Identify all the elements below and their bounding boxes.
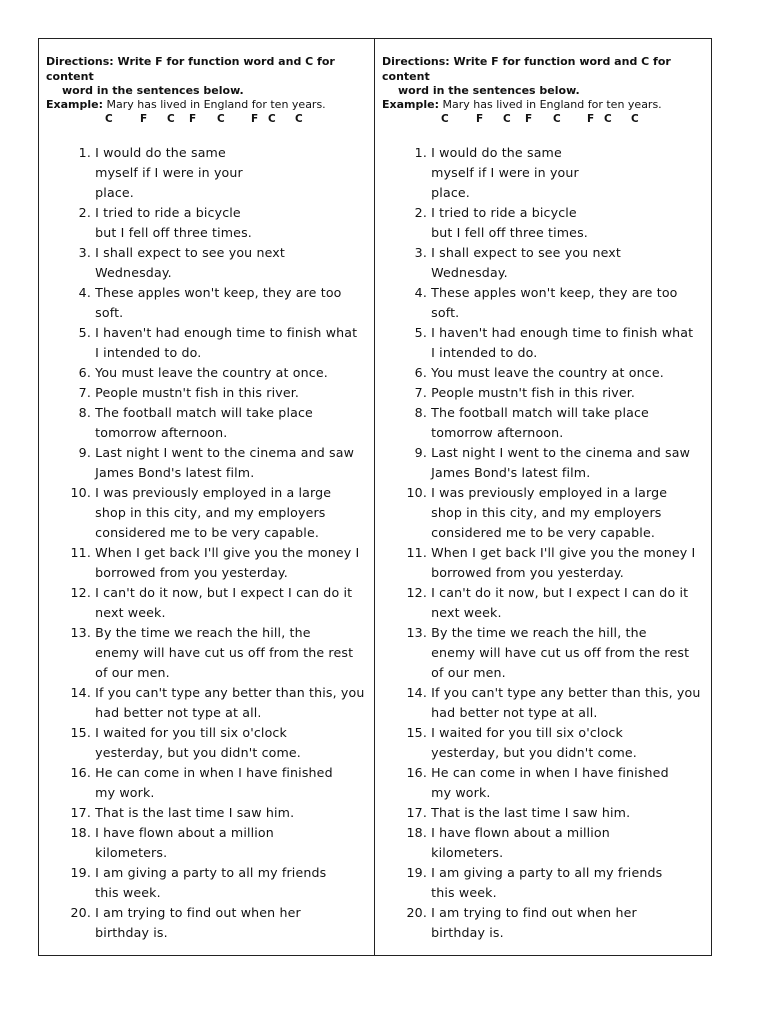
sentence-text: I haven't had enough time to finish what I intended to do. <box>431 325 694 360</box>
sentence-item <box>61 323 375 363</box>
sentence-text: If you can't type any better than this, you had better not type at all. <box>95 685 365 720</box>
sentence-item <box>397 583 711 623</box>
sentence-number: 10. <box>70 485 91 500</box>
sentence-number: 3. <box>78 245 91 260</box>
sentence-text: He can come in when I have finished my work. <box>431 765 669 800</box>
sentence-text: That is the last time I saw him. <box>431 805 631 820</box>
example <box>382 98 662 112</box>
sentence-number: 5. <box>78 325 91 340</box>
sentence-item <box>61 803 375 823</box>
sentence-text: I waited for you till six o'clock yesterday, but you didn't come. <box>95 725 301 760</box>
example-code: C <box>105 113 113 125</box>
sentence-text: I would do the same myself if I were in your place. <box>431 145 579 200</box>
sentence-text: You must leave the country at once. <box>95 365 328 380</box>
directions <box>382 55 707 99</box>
sentence-item <box>397 683 711 723</box>
sentence-number: 4. <box>78 285 91 300</box>
example-sentence: Mary has lived in England for ten years. <box>106 98 326 111</box>
sentence-item <box>61 363 375 383</box>
sentence-number: 15. <box>70 725 91 740</box>
sentence-number: 4. <box>414 285 427 300</box>
sentence-list <box>397 143 711 943</box>
sentence-item <box>61 623 375 683</box>
sentence-number: 9. <box>78 445 91 460</box>
sentence-number: 12. <box>406 585 427 600</box>
sentence-text: The football match will take place tomorrow afternoon. <box>431 405 649 440</box>
sentence-item <box>397 143 711 203</box>
sentence-text: That is the last time I saw him. <box>95 805 295 820</box>
sentence-text: I shall expect to see you next Wednesday. <box>95 245 285 280</box>
sentence-number: 20. <box>406 905 427 920</box>
sentence-number: 13. <box>70 625 91 640</box>
directions-line-2: word in the sentences below. <box>62 84 244 97</box>
sentence-item <box>397 243 711 283</box>
sentence-number: 10. <box>406 485 427 500</box>
sentence-item <box>61 583 375 623</box>
sentence-number: 7. <box>414 385 427 400</box>
sentence-item <box>61 203 375 243</box>
sentence-item <box>397 543 711 583</box>
directions-line-1: Directions: Write F for function word and C for content <box>46 55 335 83</box>
sentence-text: If you can't type any better than this, you had better not type at all. <box>431 685 701 720</box>
sentence-number: 8. <box>414 405 427 420</box>
example-code: C <box>503 113 511 125</box>
sentence-text: I can't do it now, but I expect I can do it next week. <box>95 585 353 620</box>
sentence-number: 15. <box>406 725 427 740</box>
example-codes <box>441 113 661 127</box>
sentence-item <box>61 863 375 903</box>
sentence-text: I shall expect to see you next Wednesday. <box>431 245 621 280</box>
example-sentence: Mary has lived in England for ten years. <box>442 98 662 111</box>
example-code: C <box>295 113 303 125</box>
sentence-number: 20. <box>70 905 91 920</box>
example-code: F <box>251 113 259 125</box>
sentence-item <box>397 903 711 943</box>
sentence-item <box>397 863 711 903</box>
sentence-number: 1. <box>414 145 427 160</box>
sentence-item <box>397 363 711 383</box>
sentence-text: People mustn't fish in this river. <box>95 385 300 400</box>
example-label: Example: <box>46 98 103 111</box>
sentence-text: I have flown about a million kilometers. <box>431 825 610 860</box>
sentence-text: I tried to ride a bicycle but I fell off three times. <box>431 205 588 240</box>
sentence-text: I haven't had enough time to finish what I intended to do. <box>95 325 358 360</box>
sentence-number: 14. <box>70 685 91 700</box>
sentence-item <box>61 283 375 323</box>
sentence-item <box>397 623 711 683</box>
sentence-item <box>61 383 375 403</box>
example-code: C <box>604 113 612 125</box>
sentence-text: These apples won't keep, they are too soft. <box>95 285 342 320</box>
directions-line-2: word in the sentences below. <box>398 84 580 97</box>
sentence-number: 6. <box>414 365 427 380</box>
sentence-text: He can come in when I have finished my work. <box>95 765 333 800</box>
example-code: F <box>587 113 595 125</box>
sentence-number: 19. <box>406 865 427 880</box>
sentence-number: 18. <box>70 825 91 840</box>
sentence-item <box>61 903 375 943</box>
sentence-number: 16. <box>70 765 91 780</box>
sentence-item <box>61 483 375 543</box>
sentence-number: 2. <box>414 205 427 220</box>
sentence-item <box>397 283 711 323</box>
sentence-item <box>61 723 375 763</box>
sentence-text: By the time we reach the hill, the enemy will have cut us off from the rest of our men. <box>431 625 690 680</box>
sentence-item <box>397 443 711 483</box>
sentence-text: I am trying to find out when her birthday is. <box>95 905 301 940</box>
sentence-text: I have flown about a million kilometers. <box>95 825 274 860</box>
example-label: Example: <box>382 98 439 111</box>
sentence-text: I was previously employed in a large shop in this city, and my employers considered me to be very capable. <box>95 485 332 540</box>
sentence-item <box>397 203 711 243</box>
example-code: F <box>189 113 197 125</box>
sentence-text: Last night I went to the cinema and saw James Bond's latest film. <box>95 445 355 480</box>
sentence-text: I waited for you till six o'clock yesterday, but you didn't come. <box>431 725 637 760</box>
example <box>46 98 326 112</box>
example-code: F <box>525 113 533 125</box>
sentence-item <box>61 823 375 863</box>
sentence-text: I was previously employed in a large shop in this city, and my employers considered me to be very capable. <box>431 485 668 540</box>
sentence-number: 14. <box>406 685 427 700</box>
example-code: C <box>268 113 276 125</box>
sentence-number: 5. <box>414 325 427 340</box>
sentence-number: 16. <box>406 765 427 780</box>
sentence-item <box>397 823 711 863</box>
sentence-number: 17. <box>406 805 427 820</box>
sentence-number: 12. <box>70 585 91 600</box>
example-code: C <box>167 113 175 125</box>
example-code: C <box>441 113 449 125</box>
sentence-number: 13. <box>406 625 427 640</box>
sentence-number: 7. <box>78 385 91 400</box>
sentence-text: The football match will take place tomorrow afternoon. <box>95 405 313 440</box>
sentence-item <box>397 323 711 363</box>
sentence-number: 18. <box>406 825 427 840</box>
sentence-item <box>397 803 711 823</box>
sentence-text: These apples won't keep, they are too soft. <box>431 285 678 320</box>
sentence-text: I am trying to find out when her birthday is. <box>431 905 637 940</box>
sentence-text: I am giving a party to all my friends this week. <box>95 865 327 900</box>
sentence-text: I tried to ride a bicycle but I fell off three times. <box>95 205 252 240</box>
sentence-list <box>61 143 375 943</box>
sentence-item <box>61 443 375 483</box>
sentence-text: I am giving a party to all my friends this week. <box>431 865 663 900</box>
directions-line-1: Directions: Write F for function word and C for content <box>382 55 671 83</box>
example-code: F <box>476 113 484 125</box>
sentence-text: By the time we reach the hill, the enemy will have cut us off from the rest of our men. <box>95 625 354 680</box>
example-codes <box>105 113 325 127</box>
sentence-text: I would do the same myself if I were in your place. <box>95 145 243 200</box>
sentence-number: 11. <box>70 545 91 560</box>
sentence-text: When I get back I'll give you the money I borrowed from you yesterday. <box>431 545 696 580</box>
sentence-item <box>61 763 375 803</box>
sentence-number: 19. <box>70 865 91 880</box>
worksheet-sheet <box>38 38 712 956</box>
sentence-item <box>397 383 711 403</box>
sentence-number: 9. <box>414 445 427 460</box>
sentence-item <box>397 403 711 443</box>
sentence-text: I can't do it now, but I expect I can do it next week. <box>431 585 689 620</box>
sentence-item <box>61 403 375 443</box>
example-code: C <box>631 113 639 125</box>
sentence-number: 6. <box>78 365 91 380</box>
sentence-item <box>397 723 711 763</box>
directions <box>46 55 371 99</box>
sentence-item <box>397 763 711 803</box>
sentence-item <box>61 543 375 583</box>
sentence-text: When I get back I'll give you the money I borrowed from you yesterday. <box>95 545 360 580</box>
sentence-number: 3. <box>414 245 427 260</box>
sentence-number: 2. <box>78 205 91 220</box>
sentence-text: You must leave the country at once. <box>431 365 664 380</box>
sentence-item <box>397 483 711 543</box>
sentence-text: People mustn't fish in this river. <box>431 385 636 400</box>
example-code: C <box>217 113 225 125</box>
sentence-item <box>61 243 375 283</box>
sentence-item <box>61 683 375 723</box>
sentence-number: 11. <box>406 545 427 560</box>
sentence-item <box>61 143 375 203</box>
sentence-number: 8. <box>78 405 91 420</box>
worksheet-column-right <box>375 39 711 955</box>
example-code: F <box>140 113 148 125</box>
sentence-number: 1. <box>78 145 91 160</box>
sentence-text: Last night I went to the cinema and saw James Bond's latest film. <box>431 445 691 480</box>
sentence-number: 17. <box>70 805 91 820</box>
worksheet-column-left <box>39 39 375 955</box>
example-code: C <box>553 113 561 125</box>
